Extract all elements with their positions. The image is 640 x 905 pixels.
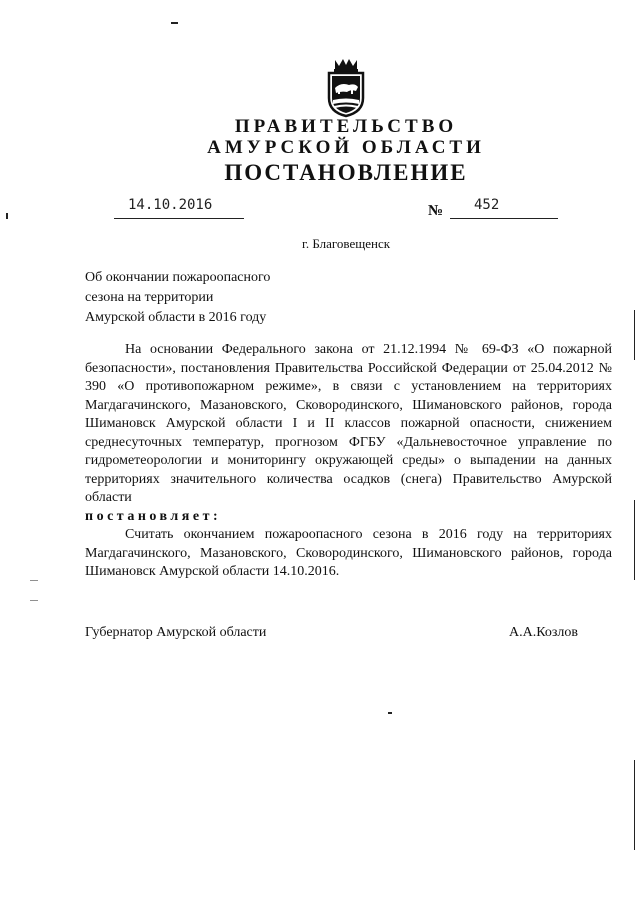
subject-line: Амурской области в 2016 году bbox=[85, 310, 267, 325]
scan-mark bbox=[388, 712, 392, 714]
signer-name: А.А.Козлов bbox=[509, 625, 578, 640]
number-underline bbox=[450, 218, 558, 219]
body-paragraph-basis: На основании Федерального закона от 21.12.1994 № 69-ФЗ «О пожарной безопасности», постановления Правительства Российской Федерации от 25.04.2012 № 390 «О противопожарном режиме», в связи с установлением на территориях Магдагачинского, Мазановского, Сковородинского, Шимановского районов, города Шимановск Амурской области I и II классов пожарной опасности, снижением среднесуточных температур, прогнозом ФГБУ «Дальневосточное управление по гидрометеорологии и мониторингу окружающей среды» о выпадении на данных территориях значительного количества осадков (снега) Правительство Амурской области bbox=[85, 342, 612, 505]
organization-name-line1: ПРАВИТЕЛЬСТВО bbox=[234, 116, 458, 137]
signer-title: Губернатор Амурской области bbox=[85, 625, 267, 640]
organization-name-line2: АМУРСКОЙ ОБЛАСТИ bbox=[207, 137, 485, 158]
coat-of-arms-icon bbox=[323, 58, 369, 118]
city-location: г. Благовещенск bbox=[301, 236, 391, 251]
resolves-keyword: постановляет: bbox=[85, 508, 222, 524]
scan-mark bbox=[634, 760, 635, 850]
scan-mark bbox=[634, 310, 635, 360]
document-body bbox=[85, 341, 612, 582]
scan-mark bbox=[30, 580, 38, 581]
scan-mark bbox=[30, 600, 38, 601]
subject-line: Об окончании пожароопасного bbox=[85, 270, 271, 285]
number-sign: № bbox=[428, 203, 444, 219]
document-type-title: ПОСТАНОВЛЕНИЕ bbox=[224, 160, 468, 185]
scan-mark bbox=[171, 22, 178, 24]
document-subject bbox=[85, 268, 270, 328]
document-number: 452 bbox=[474, 197, 500, 213]
document-date: 14.10.2016 bbox=[128, 197, 213, 213]
scan-mark bbox=[634, 500, 635, 580]
scan-mark bbox=[6, 213, 8, 219]
subject-line: сезона на территории bbox=[85, 290, 214, 305]
date-underline bbox=[114, 218, 244, 219]
body-paragraph-decision: Считать окончанием пожароопасного сезона в 2016 году на территориях Магдагачинского, Мазановского, Сковородинского, Шимановского районов, города Шимановск Амурской области 14.10.2016. bbox=[85, 527, 612, 579]
